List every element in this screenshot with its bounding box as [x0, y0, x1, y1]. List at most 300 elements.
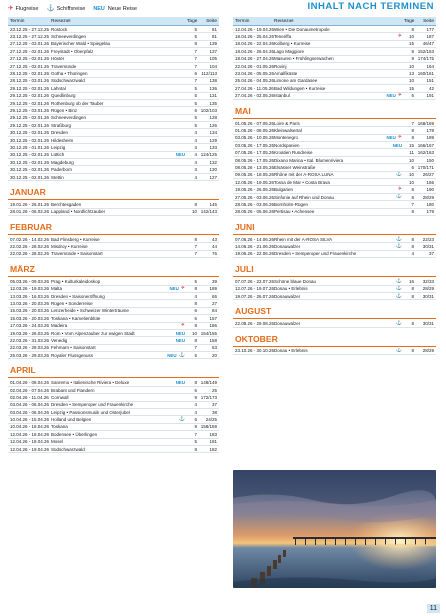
- anchor-icon: ⚓: [178, 352, 185, 358]
- row-days: 4: [194, 159, 197, 165]
- row-days: 4: [411, 251, 414, 257]
- table-row: [8, 174, 219, 181]
- row-date: 27.04.26 - 02.05.26: [235, 93, 275, 99]
- table-row: [8, 251, 219, 258]
- row-date: 07.06.26 - 14.06.26: [235, 236, 275, 242]
- legend-new-label: Neue Reise: [107, 6, 137, 12]
- table-row: [233, 236, 436, 243]
- row-date: 07.02.26 - 14.02.26: [10, 236, 50, 242]
- header-page: Seite: [206, 18, 217, 24]
- table-row: [233, 172, 436, 179]
- row-days: 7: [411, 201, 414, 207]
- row-days: 8: [194, 201, 197, 207]
- row-page: 180: [426, 201, 434, 207]
- anchor-icon: ⚓: [395, 292, 402, 299]
- row-days: 10: [191, 330, 197, 336]
- table-row: [233, 120, 436, 127]
- table-row: [8, 402, 219, 409]
- row-date: 14.06.26 - 21.06.26: [235, 244, 275, 250]
- table-row: [8, 201, 219, 208]
- row-date: 19.01.26 - 26.01.26: [10, 201, 50, 207]
- table-row: [233, 78, 436, 85]
- row-destination: Malta: [51, 286, 63, 292]
- table-row: [8, 243, 219, 250]
- row-days: 16: [408, 278, 414, 284]
- row-date: 29.12.25 - 02.01.26: [10, 122, 50, 128]
- row-markers: [380, 194, 404, 199]
- row-destination: Lüttich: [51, 152, 65, 158]
- row-destination: Höxter: [51, 56, 65, 62]
- table-row: [8, 159, 219, 166]
- row-page: 126: [209, 122, 217, 128]
- row-destination: Hildesheim: [51, 137, 74, 143]
- row-destination: Wien • Die Donaumetropole: [274, 26, 330, 32]
- row-days: 7: [194, 431, 197, 437]
- row-page: 138: [209, 78, 217, 84]
- row-page: 135: [209, 100, 217, 106]
- row-page: 178: [426, 127, 434, 133]
- row-days: 8: [194, 301, 197, 307]
- row-days: 11: [409, 150, 414, 156]
- row-destination: Donau • Erlebnis: [274, 348, 308, 354]
- row-date: 08.05.26 - 13.05.26: [235, 164, 275, 170]
- row-days: 8: [411, 194, 414, 200]
- row-page: 28/29: [422, 348, 434, 354]
- row-days: 8: [194, 41, 197, 47]
- row-page: 177: [426, 26, 434, 32]
- row-page: 32/33: [422, 278, 434, 284]
- row-markers: [380, 279, 404, 284]
- table-row: [8, 409, 219, 416]
- row-days: 8: [411, 26, 414, 32]
- table-row: [8, 278, 219, 285]
- row-date: 30.12.25 - 02.01.26: [10, 130, 50, 136]
- row-destination: Gotha • Thüringen: [51, 71, 88, 77]
- row-destination: Dixano Marina • Ital. Blumenriviera: [274, 157, 344, 163]
- table-row: [233, 286, 436, 293]
- row-days: 7: [194, 251, 197, 257]
- month-heading: JULI: [233, 258, 436, 277]
- row-destination: Rügen • Binz: [51, 107, 78, 113]
- row-days: 5: [194, 352, 197, 358]
- row-page: 30/31: [422, 244, 434, 250]
- table-row: [8, 379, 219, 386]
- row-page: 76: [211, 251, 217, 257]
- new-tag: NEU: [392, 142, 402, 148]
- row-days: 4: [194, 409, 197, 415]
- row-destination: Sanremo • Italienische Riviera • Deluxe: [51, 380, 130, 386]
- row-destination: Travemünde: [51, 63, 77, 69]
- table-row: [8, 115, 219, 122]
- row-days: 8: [411, 321, 414, 327]
- new-tag: NEU: [386, 93, 396, 99]
- row-destination: Dresden • Saisoneröffnung: [51, 293, 105, 299]
- header-destination: Reiseziel: [51, 18, 71, 24]
- row-date: 19.07.26 - 26.07.26: [235, 293, 275, 299]
- row-days: 7: [194, 63, 197, 69]
- row-days: 5: [194, 93, 197, 99]
- row-date: 07.05.26 - 17.05.26: [235, 150, 275, 156]
- row-page: 142/143: [200, 209, 217, 215]
- row-days: 9: [411, 56, 414, 62]
- row-date: 18.04.26 - 22.04.26: [235, 41, 275, 47]
- row-date: 29.12.25 - 02.01.26: [10, 100, 50, 106]
- row-destination: Rom • Vom Alpenzauber zur ewigen Stadt: [51, 330, 135, 336]
- row-date: 15.03.26 - 20.03.26: [10, 308, 50, 314]
- table-row: [8, 416, 219, 423]
- table-row: [8, 33, 219, 40]
- row-page: 42: [428, 85, 434, 91]
- row-page: 189: [209, 286, 217, 292]
- table-row: [233, 48, 436, 55]
- row-destination: Leipzig: [51, 144, 66, 150]
- row-page: 22/23: [422, 236, 434, 242]
- table-row: [8, 137, 219, 144]
- row-destination: Lappland • Nordlichtzauber: [51, 209, 106, 215]
- table-row: [233, 179, 436, 186]
- row-date: 23.12.25 - 27.12.25: [10, 34, 50, 40]
- row-date: 18.04.26 - 26.04.26: [235, 48, 275, 54]
- table-row: [233, 186, 436, 193]
- table-row: [8, 63, 219, 70]
- row-date: 02.04.26 - 11.04.26: [10, 394, 49, 400]
- row-destination: Toskana: [51, 424, 68, 430]
- table-row: [8, 424, 219, 431]
- table-row: [8, 56, 219, 63]
- row-page: 44: [211, 244, 217, 250]
- row-days: 8: [411, 209, 414, 215]
- row-days: 15: [408, 142, 414, 148]
- row-days: 4: [194, 293, 197, 299]
- row-date: 30.12.25 - 02.01.26: [10, 174, 50, 180]
- month-heading: MÄRZ: [8, 258, 219, 277]
- table-row: [8, 387, 219, 394]
- anchor-icon: ⚓: [395, 320, 402, 326]
- row-date: 23.12.25 - 27.12.25: [10, 26, 50, 32]
- table-row: [8, 439, 219, 446]
- row-days: 8: [411, 348, 414, 354]
- row-page: 132: [209, 159, 217, 165]
- new-tag: NEU: [175, 330, 185, 336]
- legend-cruise-label: Schiffsreise: [56, 6, 86, 12]
- row-page: 165: [426, 179, 434, 185]
- row-destination: Travemünde • Saisonstart: [51, 251, 103, 257]
- row-destination: Bad Wildungen • Kurreise: [274, 85, 326, 91]
- row-page: 139: [209, 41, 217, 47]
- table-row: [8, 144, 219, 151]
- row-date: 13.03.26 - 16.03.26: [10, 293, 50, 299]
- row-days: 8: [194, 446, 197, 452]
- legend-new: [93, 6, 137, 12]
- new-tag: NEU: [175, 152, 185, 158]
- row-days: 7: [194, 48, 197, 54]
- row-destination: Mosel: [51, 439, 64, 445]
- row-date: 27.12.25 - 02.01.26: [10, 56, 50, 62]
- row-days: 9: [411, 48, 414, 54]
- row-days: 10: [408, 63, 414, 69]
- row-markers: [380, 237, 404, 242]
- row-days: 8: [411, 127, 414, 133]
- table-row: [233, 26, 436, 33]
- row-destination: Paderborn: [51, 167, 73, 173]
- row-destination: Rhein mit der A-ROSA SILVA: [274, 236, 333, 242]
- row-days: 6: [194, 308, 197, 314]
- row-markers: [380, 187, 404, 192]
- row-page: 27: [211, 301, 217, 307]
- row-days: 5: [194, 26, 197, 32]
- row-date: 25.04.26 - 04.05.26: [235, 78, 275, 84]
- plane-icon: ✈: [8, 4, 14, 12]
- table-row: [8, 41, 219, 48]
- row-days: 10: [408, 157, 414, 163]
- table-row: [233, 135, 436, 142]
- row-date: 12.03.26 - 19.03.26: [10, 286, 50, 292]
- month-heading: JUNI: [233, 216, 436, 235]
- row-date: 12.04.26 - 18.04.26: [10, 431, 50, 437]
- row-date: 03.05.26 - 10.05.26: [235, 135, 275, 141]
- month-heading: APRIL: [8, 359, 219, 378]
- row-page: 158: [209, 337, 217, 343]
- page-title: INHALT NACH TERMINEN: [307, 1, 434, 12]
- anchor-icon: ⚓: [178, 416, 185, 422]
- plane-icon: ✈: [397, 33, 402, 40]
- row-destination: Pertisau • Achensee: [274, 209, 315, 215]
- row-page: 24/25: [205, 417, 217, 423]
- row-days: 8: [411, 244, 414, 250]
- row-destination: Lahntal: [51, 85, 66, 91]
- row-page: 102/103: [200, 107, 217, 113]
- row-destination: Teneriffa: [274, 34, 292, 40]
- table-row: [8, 308, 219, 315]
- row-date: 27.04.26 - 11.05.26: [235, 85, 274, 91]
- row-page: 25: [211, 387, 217, 393]
- table-row: [8, 352, 219, 359]
- row-days: 7: [194, 78, 197, 84]
- row-destination: Kroatien Rundreise: [274, 150, 313, 156]
- row-date: 12.04.26 - 18.04.26: [10, 439, 50, 445]
- table-row: [233, 293, 436, 300]
- row-days: 6: [194, 417, 197, 423]
- row-markers: [380, 294, 404, 299]
- row-markers: [163, 353, 187, 358]
- row-destination: Tossa de Mar • Costa Brava: [274, 179, 330, 185]
- table-row: [233, 127, 436, 134]
- row-destination: Prag • Kulturkaleidoskop: [51, 278, 101, 284]
- row-destination: Sinfonie auf Rhein und Donau: [274, 194, 335, 200]
- row-days: 8: [411, 286, 414, 292]
- row-date: 22.08.26 - 29.08.26: [235, 321, 275, 327]
- new-tag: NEU: [93, 6, 105, 12]
- row-days: 8: [411, 135, 414, 141]
- table-row: [8, 293, 219, 300]
- row-page: 30/31: [422, 321, 434, 327]
- row-date: 13.03.26 - 20.03.26: [10, 301, 50, 307]
- table-row: [8, 26, 219, 33]
- table-row: [8, 337, 219, 344]
- row-date: 28.12.25 - 03.01.26: [10, 78, 50, 84]
- row-days: 6: [411, 93, 414, 99]
- row-page: 170/171: [417, 164, 434, 170]
- row-page: 158/159: [200, 424, 217, 430]
- row-date: 22.02.26 - 28.02.26: [10, 251, 50, 257]
- row-page: 105: [209, 56, 217, 62]
- row-page: 65: [211, 293, 217, 299]
- table-row: [8, 431, 219, 438]
- row-page: 183: [209, 431, 217, 437]
- row-days: 6: [194, 315, 197, 321]
- table-row: [233, 251, 436, 258]
- row-destination: Limone am Gardasee: [274, 78, 318, 84]
- header-date: Termin: [235, 18, 250, 24]
- row-days: 6: [194, 71, 197, 77]
- row-markers: [380, 348, 404, 353]
- row-date: 01.05.26 - 07.05.26: [235, 120, 275, 126]
- row-page: 84: [211, 308, 217, 314]
- row-page: 150: [426, 157, 434, 163]
- page-number: 11: [427, 604, 440, 613]
- table-header: [8, 17, 219, 26]
- row-destination: Toskana • Kamelienblüte: [51, 315, 101, 321]
- row-destination: Leipzig • Passionsmusik und Osterjubel: [51, 409, 130, 415]
- row-destination: Bodensee • Überlingen: [51, 431, 98, 437]
- plane-icon: ✈: [397, 186, 402, 193]
- pier-sunset-photo: [233, 470, 436, 588]
- row-destination: Rothenburg ob der Tauber: [51, 100, 104, 106]
- row-page: 30/31: [422, 293, 434, 299]
- row-markers: [380, 93, 404, 98]
- row-page: 186: [209, 323, 217, 329]
- table-row: [233, 33, 436, 40]
- table-row: [233, 41, 436, 48]
- row-markers: [380, 143, 404, 148]
- row-date: 29.12.25 - 02.01.26: [10, 85, 50, 91]
- row-days: 7: [194, 244, 197, 250]
- table-row: [233, 56, 436, 63]
- row-destination: Kleinwalsertal: [274, 127, 302, 133]
- row-markers: [163, 417, 187, 422]
- row-destination: Kolberg • Kurreise: [274, 41, 311, 47]
- header-days: Tage: [187, 18, 198, 24]
- row-destination: Cornwall: [51, 394, 69, 400]
- row-page: 112/113: [201, 71, 217, 77]
- row-date: 29.12.25 - 02.01.26: [10, 115, 50, 121]
- row-destination: Magdeburg: [51, 159, 74, 165]
- row-date: 29.12.25 - 02.01.26: [10, 93, 50, 99]
- row-date: 30.12.25 - 02.01.26: [10, 159, 50, 165]
- row-page: 187: [426, 34, 434, 40]
- row-days: 7: [194, 345, 197, 351]
- row-date: 15.03.26 - 20.03.26: [10, 315, 50, 321]
- row-page: 81: [211, 26, 217, 32]
- row-page: 160/161: [417, 71, 434, 77]
- anchor-icon: ⚓: [395, 347, 402, 354]
- left-column: [8, 17, 219, 453]
- row-destination: Istanbul: [274, 93, 290, 99]
- row-page: 124/125: [200, 152, 217, 158]
- table-row: [8, 93, 219, 100]
- row-days: 8: [194, 337, 197, 343]
- row-destination: Rostock: [51, 26, 68, 32]
- row-destination: Bulgarien: [274, 187, 294, 193]
- new-tag: NEU: [169, 286, 179, 292]
- month-heading: FEBRUAR: [8, 216, 219, 235]
- table-row: [233, 70, 436, 77]
- new-tag: NEU: [175, 380, 185, 386]
- row-days: 5: [194, 278, 197, 284]
- row-page: 133: [209, 144, 217, 150]
- row-date: 29.12.25 - 03.01.26: [10, 107, 50, 113]
- row-destination: Bornholm-Rügen: [274, 201, 309, 207]
- row-page: 128: [209, 115, 217, 121]
- row-page: 26/27: [422, 172, 434, 178]
- row-destination: Masuren • Frühlingserwachen: [274, 56, 334, 62]
- anchor-icon: ⚓: [395, 193, 402, 200]
- row-page: 182: [209, 446, 217, 452]
- row-date: 30.12.25 - 01.01.26: [10, 144, 50, 150]
- table-row: [8, 236, 219, 243]
- row-days: 5: [194, 34, 197, 40]
- row-page: 37: [211, 402, 217, 408]
- plane-icon: ✈: [397, 92, 402, 99]
- row-days: 10: [408, 34, 414, 40]
- legend-flight: [8, 6, 38, 13]
- anchor-icon: ⚓: [46, 4, 55, 12]
- row-date: 27.12.25 - 03.01.26: [10, 41, 50, 47]
- row-days: 5: [194, 100, 197, 106]
- row-page: 157: [209, 315, 217, 321]
- row-page: 131: [209, 93, 217, 99]
- anchor-icon: ⚓: [395, 243, 402, 249]
- row-destination: Royaler Flussgenuss: [51, 352, 94, 358]
- row-destination: Rhône mit der A-ROSA LUNA: [274, 172, 334, 178]
- row-days: 10: [408, 179, 414, 185]
- row-date: 17.03.26 - 24.03.26: [10, 323, 50, 329]
- row-date: 08.05.26 - 17.05.26: [235, 157, 275, 163]
- table-row: [8, 122, 219, 129]
- row-page: 191: [426, 93, 434, 99]
- row-destination: Montenegro: [274, 135, 299, 141]
- row-days: 3: [194, 167, 197, 173]
- row-date: 10.04.26 - 15.04.26: [10, 417, 50, 423]
- table-row: [233, 201, 436, 208]
- row-days: 10: [408, 78, 414, 84]
- row-page: 151: [426, 78, 434, 84]
- row-days: 6: [194, 107, 197, 113]
- row-date: 12.04.26 - 19.04.26: [235, 26, 275, 32]
- row-destination: Donau • Erlebnis: [274, 286, 308, 292]
- row-date: 30.12.25 - 02.01.26: [10, 152, 50, 158]
- row-date: 30.12.25 - 02.01.26: [10, 167, 50, 173]
- right-column: [233, 17, 436, 355]
- row-destination: Dresden: [51, 130, 69, 136]
- month-heading: AUGUST: [233, 300, 436, 319]
- row-destination: Donauwalzer: [274, 321, 301, 327]
- row-date: 22.03.26 - 31.03.26: [10, 337, 50, 343]
- row-page: 136: [209, 85, 217, 91]
- row-date: 10.04.26 - 18.04.26: [10, 424, 50, 430]
- row-destination: Venedig: [51, 337, 68, 343]
- new-tag: NEU: [386, 135, 396, 141]
- row-destination: Berchtesgaden: [51, 201, 82, 207]
- header-destination: Reiseziel: [274, 18, 294, 24]
- table-row: [8, 446, 219, 453]
- row-days: 8: [411, 293, 414, 299]
- row-page: 37: [428, 251, 434, 257]
- row-days: 6: [411, 164, 414, 170]
- plane-icon: ✈: [180, 285, 185, 292]
- row-days: 10: [191, 209, 197, 215]
- row-destination: Lago Maggiore: [274, 48, 305, 54]
